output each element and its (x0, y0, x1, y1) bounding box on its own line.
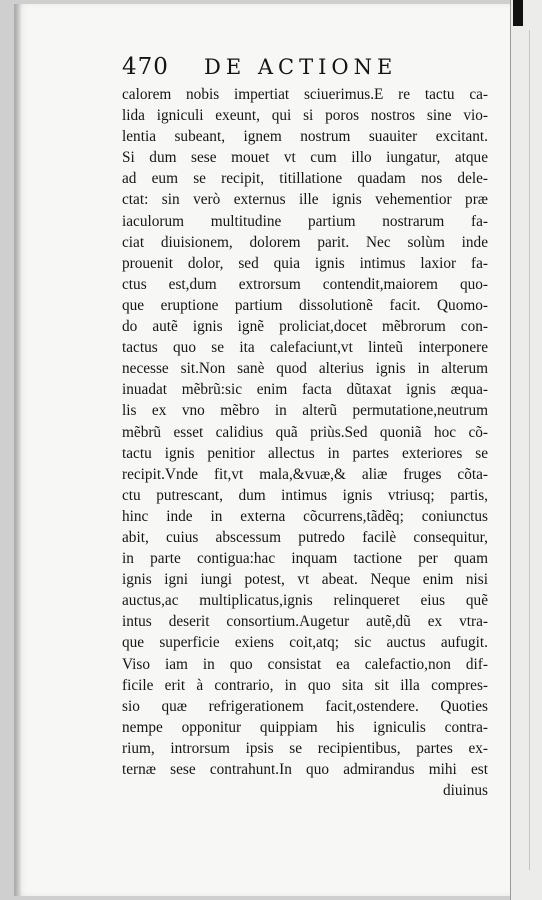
body-text (122, 84, 488, 801)
text-line: abit, cuius abscessum putredo facilè consequitur, (122, 528, 488, 546)
text-line: calorem nobis impertiat sciuerimus.E re tactu ca- (122, 86, 488, 103)
page-edge-line (529, 30, 530, 870)
text-line: tactus quo se ita calefaciunt,vt linteũ interponere (122, 339, 488, 357)
text-line: prouenit dolor, sed quia ignis intimus laxior fa- (122, 254, 488, 272)
text-line: lida igniculi exeunt, qui si poros nostros sine vio- (122, 107, 488, 125)
running-head: DE ACTIONE (204, 55, 398, 79)
text-line: inuadat mẽbrũ:sic enim facta dũtaxat ignis æqua- (122, 381, 488, 399)
text-line: ignis igni iungi potest, vt abeat. Neque enim nisi (122, 571, 488, 589)
text-line: que superficie exiens coit,atq; sic auctus aufugit. (122, 634, 488, 652)
text-line: Viso iam in quo consistat ea calefactio,non dif- (122, 655, 488, 673)
text-line: iaculorum multitudine partium nostrarum fa- (122, 212, 488, 230)
text-line: Si dum sese mouet vt cum illo iungatur, atque (122, 149, 488, 167)
text-line: ficile erit à contrario, in quo sita sit illa compres- (122, 676, 488, 694)
text-line: sio quæ refrigerationem facit,ostendere. Quoties (122, 697, 488, 715)
text-line: ciat diuisionem, dolorem parit. Nec solùm inde (122, 233, 488, 251)
text-line: nempe opponitur quippiam his igniculis contra- (122, 718, 488, 736)
page-tab-marker (513, 0, 523, 26)
text-line: lentia subeant, ignem nostrum suauiter excitant. (122, 128, 488, 146)
text-line: hinc inde in externa cõcurrens,tãdẽq; coniunctus (122, 507, 488, 525)
text-line: necesse sit.Non sanè quod alterius ignis in alterum (122, 360, 488, 378)
catchword: diuinus (442, 782, 488, 800)
text-line: auctus,ac multiplicatus,ignis relinqueret eius quẽ (122, 592, 488, 610)
text-line: rium, introrsum ipsis se recipientibus, partes ex- (122, 739, 488, 757)
adjacent-page-edge (510, 0, 542, 900)
page-number: 470 (122, 54, 169, 80)
text-line: ternæ sese contrahunt.In quo admirandus mihi est (122, 761, 488, 778)
text-line: in parte contigua:hac inquam tactione per quam (122, 550, 488, 568)
text-line: mẽbrũ esset calidius quã priùs.Sed quoniã hoc cõ- (122, 423, 488, 441)
text-line: ctu putrescant, dum intimus ignis vtriusq; partis, (122, 486, 488, 504)
text-line: ctus est,dum extrorsum contendit,maiorem quo- (122, 275, 488, 293)
text-line: que eruptione partium dissolutionẽ facit. Quomo- (122, 296, 488, 314)
text-line: intus deserit consortium.Augetur autẽ,dũ ex vtra- (122, 613, 488, 631)
text-line: recipit.Vnde fit,vt mala,&vuæ,& aliæ fruges cõta- (122, 465, 488, 483)
text-line: ctat: sin verò externus ille ignis vehementior præ (122, 191, 488, 209)
page-spine-shadow (14, 4, 22, 896)
text-line: tactu ignis penitior allectus in partes exteriores se (122, 444, 488, 462)
text-line: do autẽ ignis ignẽ proliciat,docet mẽbrorum con- (122, 318, 488, 336)
text-line: ad eum se recipit, titillatione quadam nos dele- (122, 170, 488, 188)
text-line: lis ex vno mẽbro in alterũ permutatione,neutrum (122, 402, 488, 420)
